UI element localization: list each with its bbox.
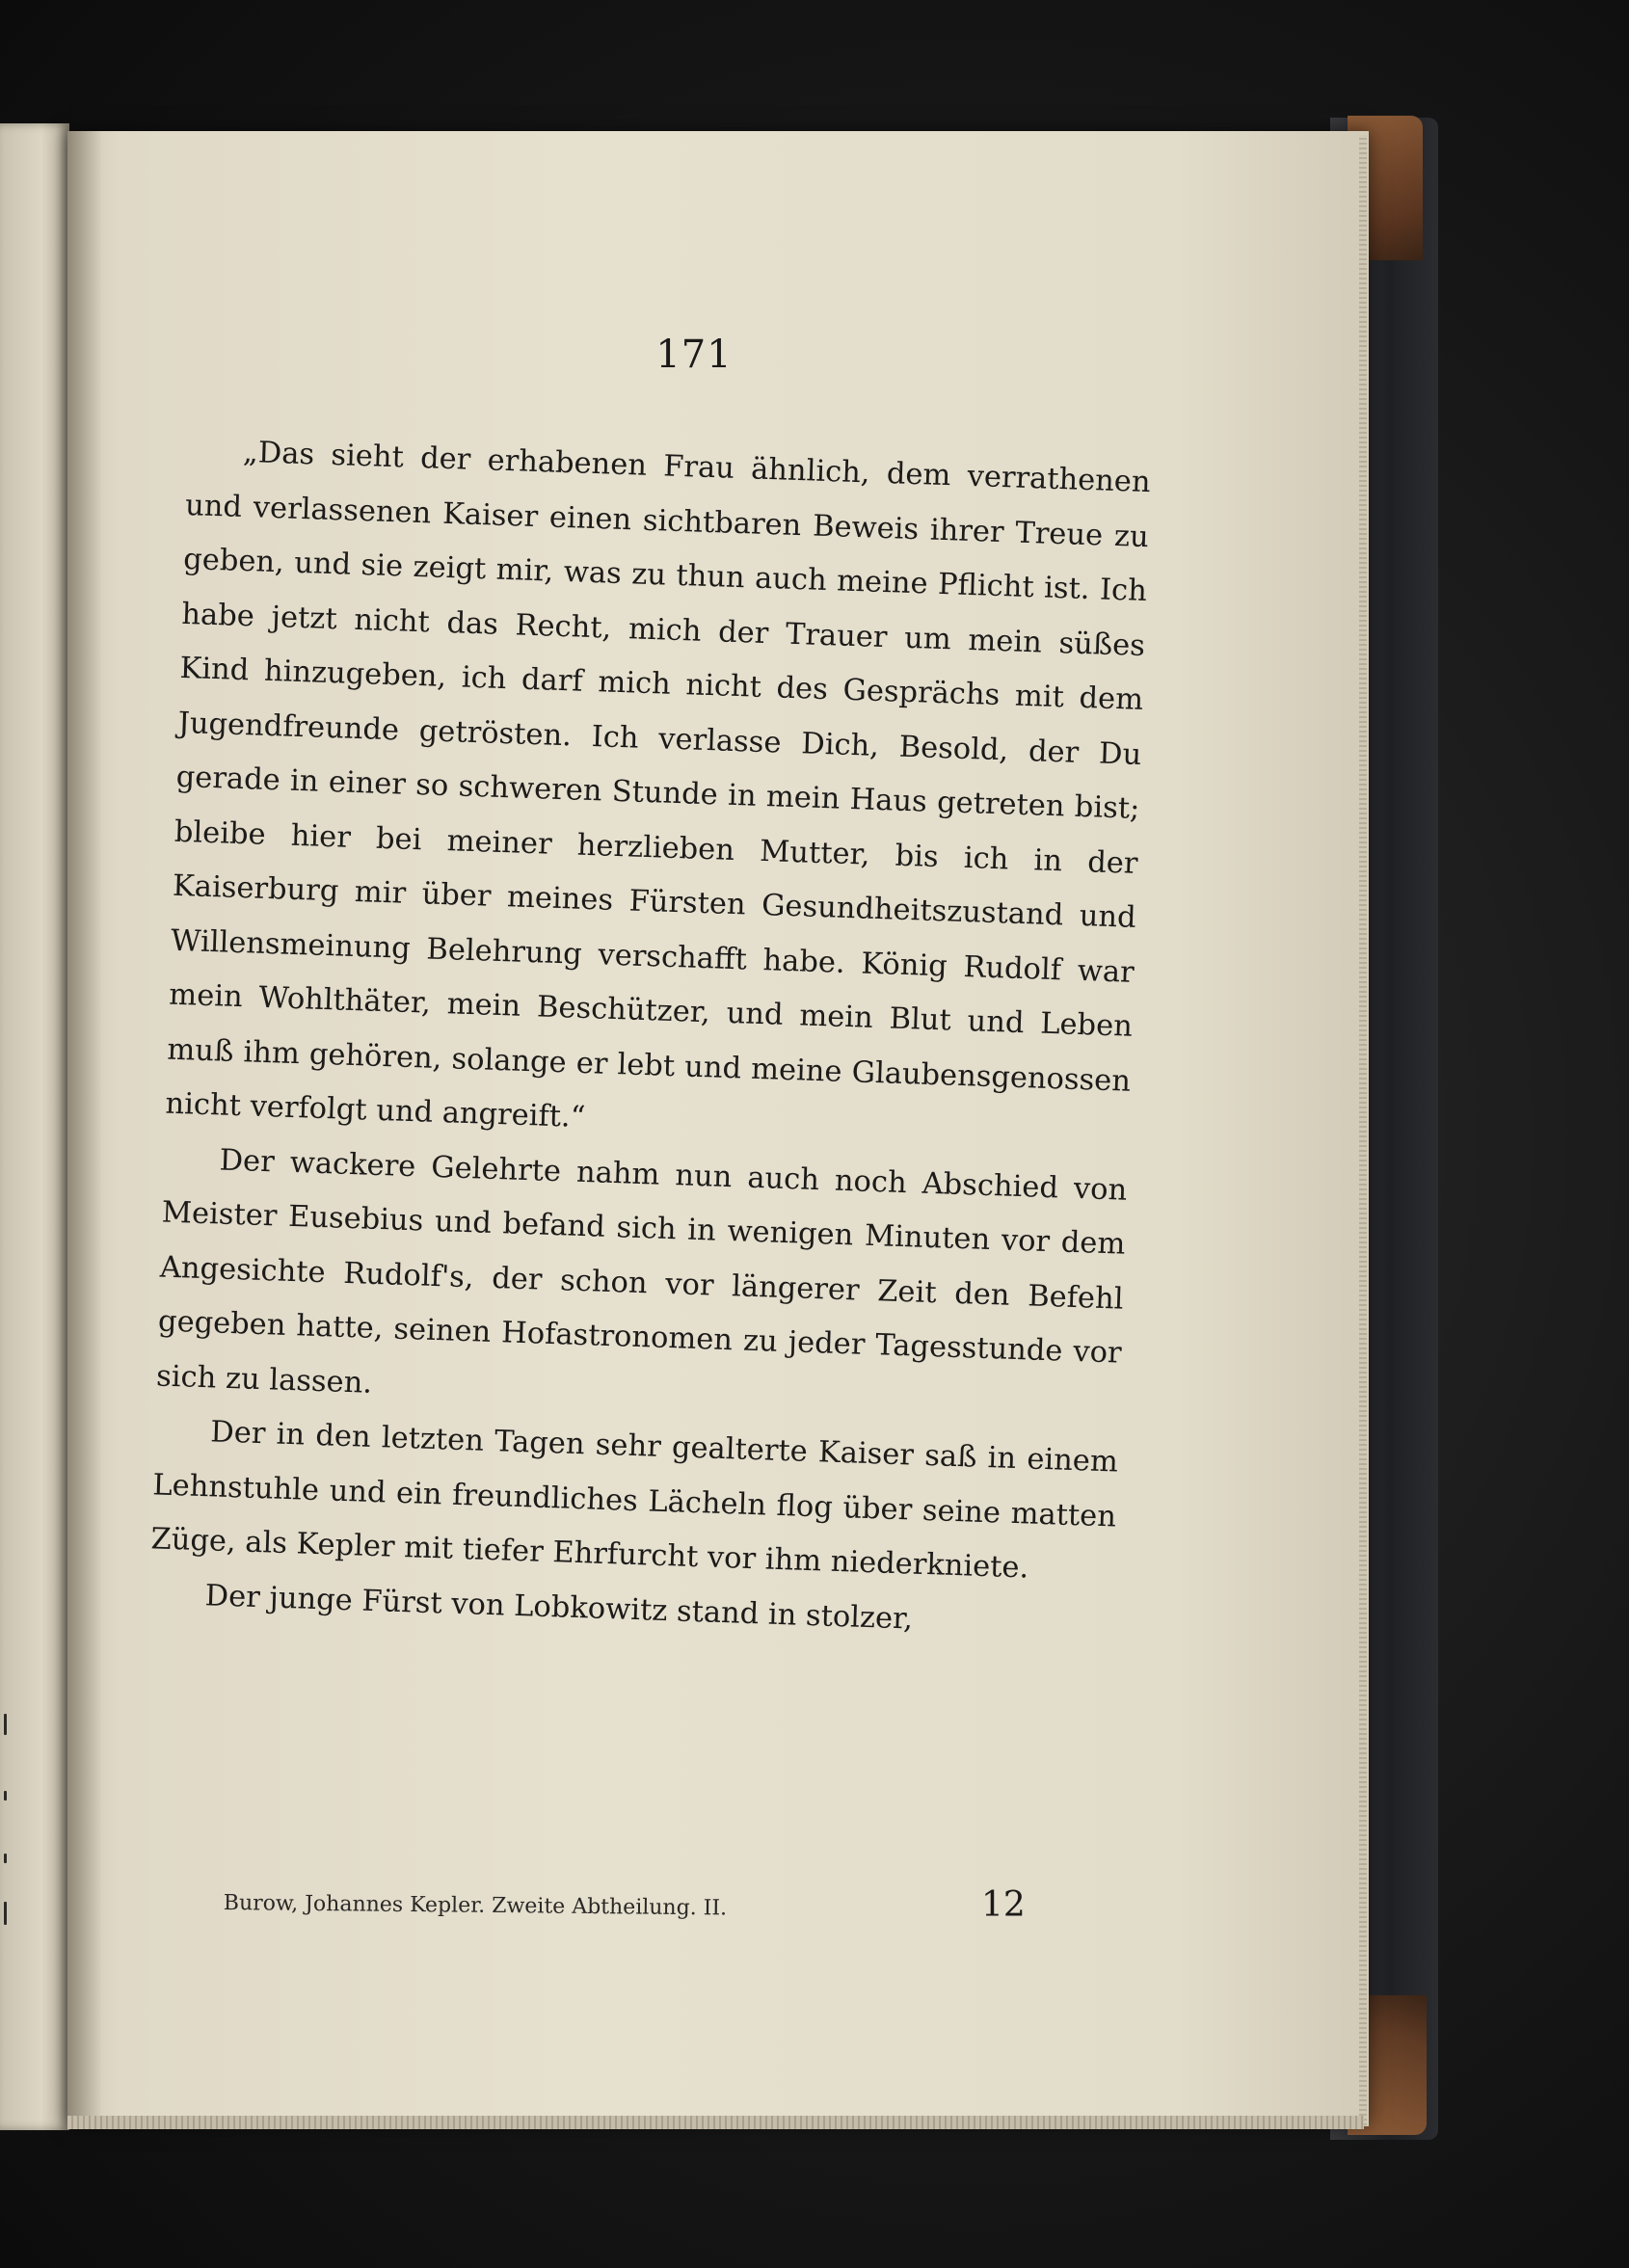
- left-page-marks: [4, 1714, 23, 1935]
- paragraph: Der junge Fürst von Lobkowitz stand in stolzer,: [204, 1578, 914, 1637]
- left-page-edge: [0, 123, 69, 2130]
- paragraph: Der in den letzten Tagen sehr gealterte Kaiser saß in einem Lehnstuhle und ein freundliches Lächeln flog über seine matten Züge, als Kepler mit tiefer Ehrfurcht vor ihm niederkniete.: [150, 1415, 1119, 1586]
- signature-line: Burow, Johannes Kepler. Zweite Abtheilung. II.: [223, 1891, 728, 1921]
- signature-mark: 12: [981, 1885, 1026, 1925]
- page-number: 171: [655, 333, 733, 377]
- page-bottom-edge: [67, 2116, 1364, 2129]
- body-text: [148, 424, 1152, 1653]
- page-gutter-shadow: [67, 131, 102, 2126]
- paragraph: „Das sieht der erhabenen Frau ähnlich, dem verrathenen und verlassenen Kaiser einen sichtbaren Beweis ihrer Treue zu geben, und sie zeigt mir, was zu thun auch meine Pflicht ist. Ich habe jetzt nicht das Recht, mich der Trauer um mein süßes Kind hinzugeben, ich darf mich nicht des Gesprächs mit dem Jugendfreunde getrösten. Ich verlasse Dich, Besold, der Du gerade in einer so schweren Stunde in mein Haus getreten bist; bleibe hier bei meiner herzlieben Mutter, bis ich in der Kaiserburg mir über meines Fürsten Gesundheitszustand und Willensmeinung Belehrung verschafft habe. König Rudolf war mein Wohlthäter, mein Beschützer, und mein Blut und Leben muß ihm gehören, solange er lebt und meine Glaubensgenossen nicht verfolgt und angreift.“: [165, 435, 1152, 1135]
- page-fore-edge: [1359, 135, 1367, 2125]
- paragraph: Der wackere Gelehrte nahm nun auch noch Abschied von Meister Eusebius und befand sich in wenigen Minuten vor dem Angesichte Rudolf's, der schon vor längerer Zeit den Befehl gegeben hatte, seinen Hofastronomen zu jeder Tagesstunde vor sich zu lassen.: [155, 1143, 1128, 1401]
